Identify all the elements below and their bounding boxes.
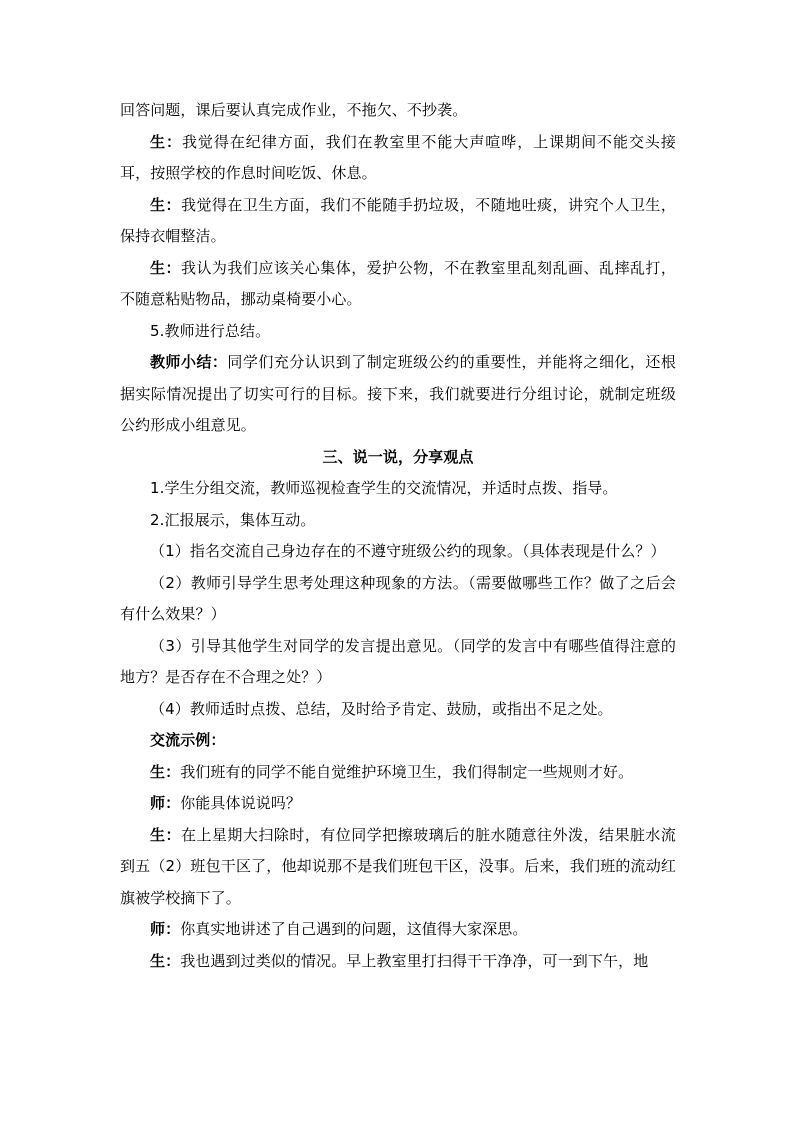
paragraph-text: 5.教师进行总结。 [150,321,271,340]
paragraph-text: （4）教师适时点拨、总结，及时给予肯定、鼓励，或指出不足之处。 [150,699,613,718]
student-answer-paragraph [120,190,676,253]
dialogue-line [120,914,676,946]
speaker-label: 师： [150,920,181,938]
speaker-label: 生： [150,132,182,151]
paragraph-text: 我们班有的同学不能自觉维护环境卫生，我们得制定一些规则才好。 [180,762,634,781]
paragraph-text: 1.学生分组交流，教师巡视检查学生的交流情况，并适时点拨、指导。 [150,479,618,497]
paragraph-text: （2）教师引导学生思考处理这种现象的方法。（需要做哪些工作？做了之后会有什么效果？） [120,573,676,623]
step-paragraph [120,316,676,348]
paragraph-text: 我觉得在纪律方面，我们在教室里不能大声喧哗，上课期间不能交头接耳，按照学校的作息时间吃饭、休息。 [120,132,676,182]
paragraph-text: 同学们充分认识到了制定班级公约的重要性，并能将之细化，还根据实际情况提出了切实可行的目标。接下来，我们就要进行分组讨论，就制定班级公约形成小组意见。 [120,353,676,434]
sub-step-paragraph [120,568,676,631]
paragraph-text: （3）引导其他学生对同学的发言提出意见。（同学的发言中有哪些值得注意的地方？是否存在不合理之处？） [120,636,676,686]
paragraph-text: 我也遇到过类似的情况。早上教室里打扫得干干净净，可一到下午，地 [180,951,649,970]
paragraph [120,95,676,127]
paragraph-text: （1）指名交流自己身边存在的不遵守班级公约的现象。（具体表现是什么？） [150,542,666,560]
speaker-label: 生： [150,762,181,781]
paragraph-text: 在上星期大扫除时，有位同学把擦玻璃后的脏水随意往外泼，结果脏水流到五（2）班包干区了，他却说那不是我们班包干区，没事。后来，我们班的流动红旗被学校摘下了。 [120,825,677,907]
speaker-label: 教师小结： [150,353,228,371]
speaker-label: 生： [150,258,181,277]
section-heading: 三、说一说，分享观点 [322,447,474,466]
example-heading [120,725,676,757]
dialogue-line [120,820,676,915]
dialogue-line [120,946,676,978]
speaker-label: 师： [150,794,181,812]
paragraph-text: 你真实地讲述了自己遇到的问题，这值得大家深思。 [180,920,528,938]
student-answer-paragraph [120,127,676,190]
sub-step-paragraph [120,631,676,694]
dialogue-line [120,788,676,820]
speaker-label: 生： [150,951,181,970]
dialogue-line [120,757,676,789]
student-answer-paragraph [120,253,676,316]
speaker-label: 交流示例： [150,731,226,749]
speaker-label: 生： [150,195,181,214]
paragraph-text: 你能具体说说吗？ [180,794,302,812]
sub-step-paragraph [120,536,676,568]
step-paragraph [120,473,676,505]
speaker-label: 生： [150,825,181,844]
paragraph-text: 我觉得在卫生方面，我们不能随手扔垃圾，不随地吐痰，讲究个人卫生，保持衣帽整洁。 [120,195,677,245]
paragraph-text: 回答问题，课后要认真完成作业，不拖欠、不抄袭。 [120,101,468,119]
sub-step-paragraph [120,694,676,726]
document-body [120,95,676,977]
paragraph-text: 2.汇报展示，集体互动。 [150,510,316,529]
paragraph-text: 我认为我们应该关心集体，爱护公物，不在教室里乱刻乱画、乱摔乱打，不随意粘贴物品，挪动桌椅要小心。 [120,258,677,308]
teacher-summary-paragraph [120,347,676,442]
step-paragraph [120,505,676,537]
